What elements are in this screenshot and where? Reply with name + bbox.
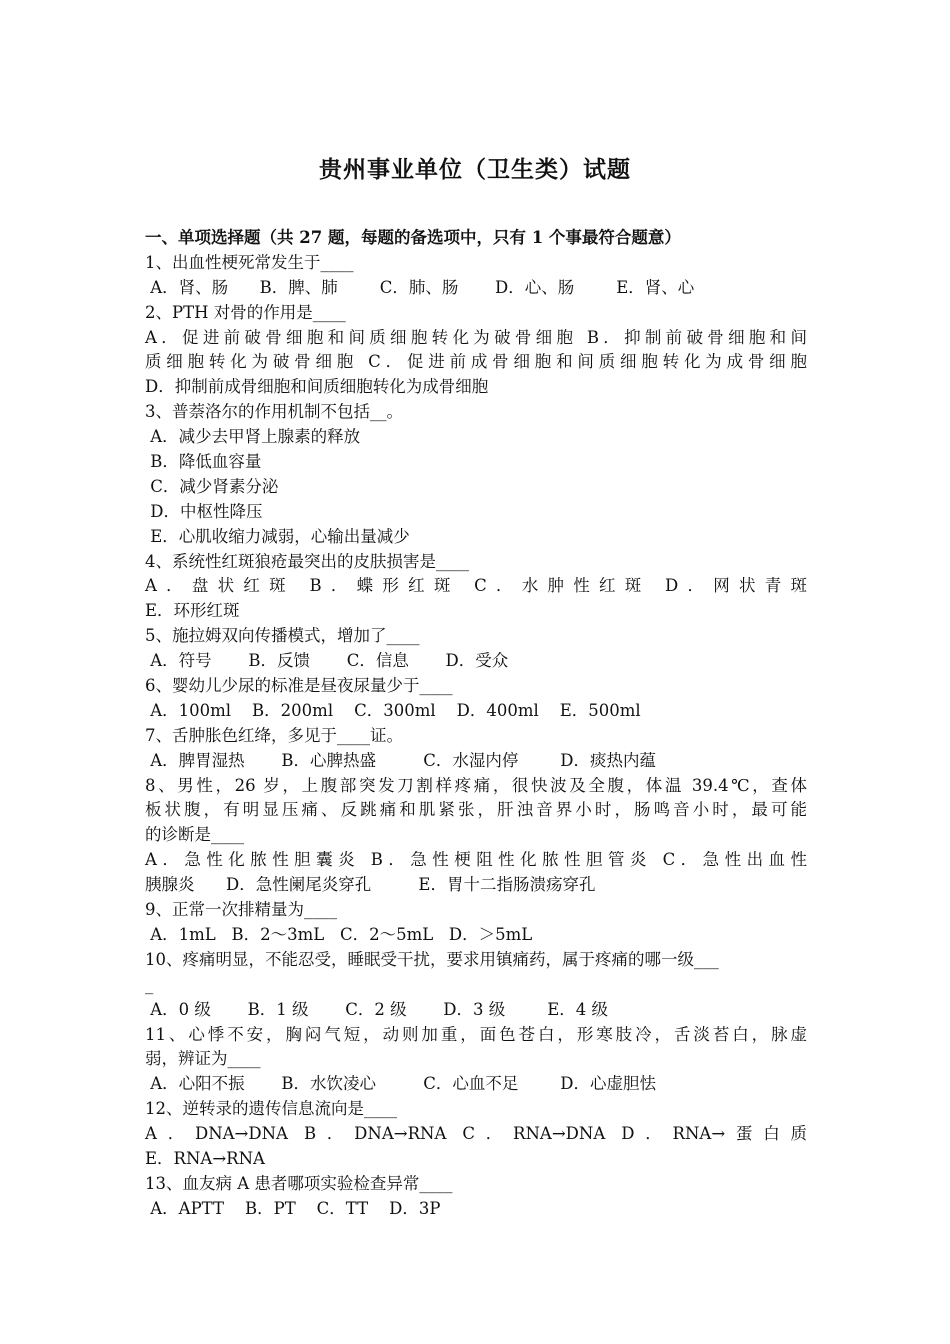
question-8-options-line-1: A．急性化脓性胆囊炎 B．急性梗阻性化脓性胆管炎 C．急性出血性 — [145, 850, 807, 870]
question-11-options: A．心阳不振 B．水饮凌心 C．心血不足 D．心虚胆怯 — [145, 1074, 657, 1094]
question-8-stem-line-1: 8、男性，26 岁，上腹部突发刀割样疼痛，很快波及全腹，体温 39.4℃，查体 — [145, 775, 807, 795]
question-12-options-line-1: A．DNA→DNA B．DNA→RNA C．RNA→DNA D．RNA→蛋白质 — [145, 1124, 807, 1144]
section-heading: 一、单项选择题（共 27 题，每题的备选项中，只有 1 个事最符合题意） — [145, 228, 681, 247]
question-10-options: A．0 级 B．1 级 C．2 级 D．3 级 E．4 级 — [145, 999, 608, 1019]
question-3-option-a: A．减少去甲肾上腺素的释放 — [145, 427, 361, 447]
question-3-stem: 3、普萘洛尔的作用机制不包括__。 — [145, 402, 403, 422]
question-2-options-line-1: A．促进前破骨细胞和间质细胞转化为破骨细胞 B．抑制前破骨细胞和间 — [145, 327, 807, 347]
question-9-stem: 9、正常一次排精量为____ — [145, 900, 337, 920]
question-5-options: A．符号 B．反馈 C．信息 D．受众 — [145, 651, 509, 671]
question-8-stem-line-3: 的诊断是____ — [145, 825, 244, 845]
question-list — [145, 226, 807, 1222]
question-10-stem-line-1: 10、疼痛明显，不能忍受，睡眠受干扰，要求用镇痛药，属于疼痛的哪一级___ — [145, 949, 719, 969]
question-5-stem: 5、施拉姆双向传播模式，增加了____ — [145, 626, 420, 646]
question-11-stem-line-1: 11、心悸不安，胸闷气短，动则加重，面色苍白，形寒肢冷，舌淡苔白，脉虚 — [145, 1024, 807, 1044]
question-4-options-line-1: A．盘状红斑 B．蝶形红斑 C．水肿性红斑 D．网状青斑 — [145, 576, 807, 596]
question-4-options-line-2: E．环形红斑 — [145, 601, 240, 621]
question-9-options: A．1mL B．2～3mL C．2～5mL D．＞5mL — [145, 924, 533, 944]
question-1-options: A．肾、肠 B．脾、肺 C．肺、肠 D．心、肠 E．肾、心 — [145, 277, 695, 297]
question-3-option-b: B．降低血容量 — [145, 452, 262, 472]
question-10-stem-line-2: _ — [145, 974, 154, 994]
question-3-option-d: D．中枢性降压 — [145, 501, 263, 521]
question-6-stem: 6、婴幼儿少尿的标准是昼夜尿量少于____ — [145, 676, 453, 696]
question-4-stem: 4、系统性红斑狼疮最突出的皮肤损害是____ — [145, 551, 469, 571]
question-3-option-e: E．心肌收缩力减弱，心输出量减少 — [145, 526, 410, 546]
question-8-stem-line-2: 板状腹，有明显压痛、反跳痛和肌紧张，肝浊音界小时，肠鸣音小时，最可能 — [145, 800, 807, 820]
question-6-options: A．100ml B．200ml C．300ml D．400ml E．500ml — [145, 700, 641, 720]
question-1-stem: 1、出血性梗死常发生于____ — [145, 252, 354, 272]
question-11-stem-line-2: 弱，辨证为____ — [145, 1049, 261, 1069]
question-12-stem: 12、逆转录的遗传信息流向是____ — [145, 1099, 397, 1119]
question-7-options: A．脾胃湿热 B．心脾热盛 C．水湿内停 D．痰热内蕴 — [145, 750, 657, 770]
question-13-options: A．APTT B．PT C．TT D．3P — [145, 1198, 441, 1218]
question-13-stem: 13、血友病 A 患者哪项实验检查异常____ — [145, 1173, 453, 1193]
question-3-option-c: C．减少肾素分泌 — [145, 476, 279, 496]
question-2-stem: 2、PTH 对骨的作用是____ — [145, 302, 346, 322]
question-2-options-line-3: D．抑制前成骨细胞和间质细胞转化为成骨细胞 — [145, 377, 489, 397]
question-12-options-line-2: E．RNA→RNA — [145, 1148, 265, 1168]
document-title: 贵州事业单位（卫生类）试题 — [319, 156, 631, 183]
question-7-stem: 7、舌肿胀色红绛，多见于____证。 — [145, 725, 403, 745]
question-2-options-line-2: 质细胞转化为破骨细胞 C．促进前成骨细胞和间质细胞转化为成骨细胞 — [145, 352, 807, 372]
question-8-options-line-2: 胰腺炎 D．急性阑尾炎穿孔 E．胃十二指肠溃疡穿孔 — [145, 875, 596, 895]
